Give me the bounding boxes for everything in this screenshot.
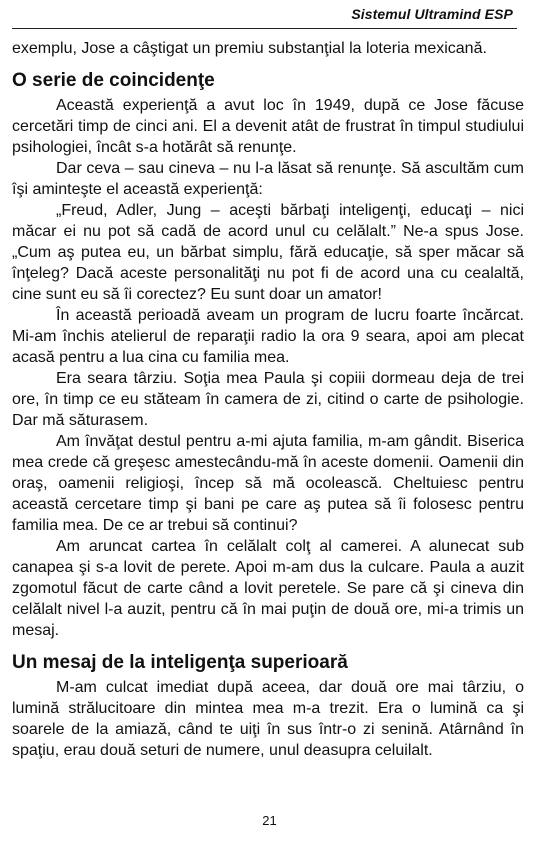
header-rule — [12, 28, 517, 29]
paragraph: Am învăţat destul pentru a-mi ajuta familia, m-am gândit. Biserica mea crede că greşesc amestecându-mă în aceste domenii. Oamenii din oraş, oamenii religioşi, încep să mă ocolească. Cheltuiesc pentru această cercetare timp şi bani pe care aş putea să îi folosesc pentru familia mea. De ce ar trebui să continui? — [12, 433, 524, 534]
section-heading-coincidences: O serie de coincidenţe — [12, 70, 215, 91]
paragraph: Am aruncat cartea în celălalt colţ al camerei. A alunecat sub canapea şi s-a lovit de perete. Apoi m-am dus la culcare. Paula a auzit zgomotul făcut de carte când a lovit peretele. Se pare că şi cineva din celălalt nivel l-a auzit, pentru că în mai puţin de două ore, mi-a trimis un mesaj. — [12, 538, 524, 639]
paragraph: Era seara târziu. Soţia mea Paula şi copiii dormeau deja de trei ore, în timp ce eu stăteam în camera de zi, citind o carte de psihologie. Dar mă săturasem. — [12, 370, 524, 429]
page-number: 21 — [262, 813, 277, 828]
running-header: Sistemul Ultramind ESP — [351, 6, 513, 22]
page-body — [12, 38, 524, 761]
paragraph: Dar ceva – sau cineva – nu l-a lăsat să renunţe. Să ascultăm cum îşi aminteşte el această experienţă: — [12, 160, 524, 198]
paragraph-quote: „Freud, Adler, Jung – aceşti bărbaţi inteligenţi, educaţi – nici măcar ei nu pot să cadă de acord unul cu celălalt.” Ne-a spus Jose. „Cum aş putea eu, un bărbat simplu, fără educaţie, să sper măcar să înţeleg? Dacă aceste personalităţi nu pot fi de acord una cu cealaltă, cine sunt eu să îi corectez? Eu sunt doar un amator! — [12, 202, 524, 303]
section-heading-message: Un mesaj de la inteligenţa superioară — [12, 652, 348, 673]
paragraph: M-am culcat imediat după aceea, dar două ore mai târziu, o lumină strălucitoare din mintea mea m-a trezit. Era o lumină ca şi soarele de la amiază, când te uiţi în sus într-o zi senină. Atârnând în spaţiu, erau două seturi de numere, unul deasupra celuilalt. — [12, 679, 524, 759]
paragraph: Această experienţă a avut loc în 1949, după ce Jose făcuse cercetări timp de cinci ani. El a devenit atât de frustrat în timpul studiului psihologiei, încât s-a hotărât să renunţe. — [12, 97, 524, 156]
paragraph: În această perioadă aveam un program de lucru foarte încărcat. Mi-am închis atelierul de reparaţii radio la ora 9 seara, apoi am plecat acasă pentru a lua cina cu familia mea. — [12, 307, 524, 366]
paragraph-continuation: exemplu, Jose a câştigat un premiu substanţial la loteria mexicană. — [12, 40, 487, 57]
